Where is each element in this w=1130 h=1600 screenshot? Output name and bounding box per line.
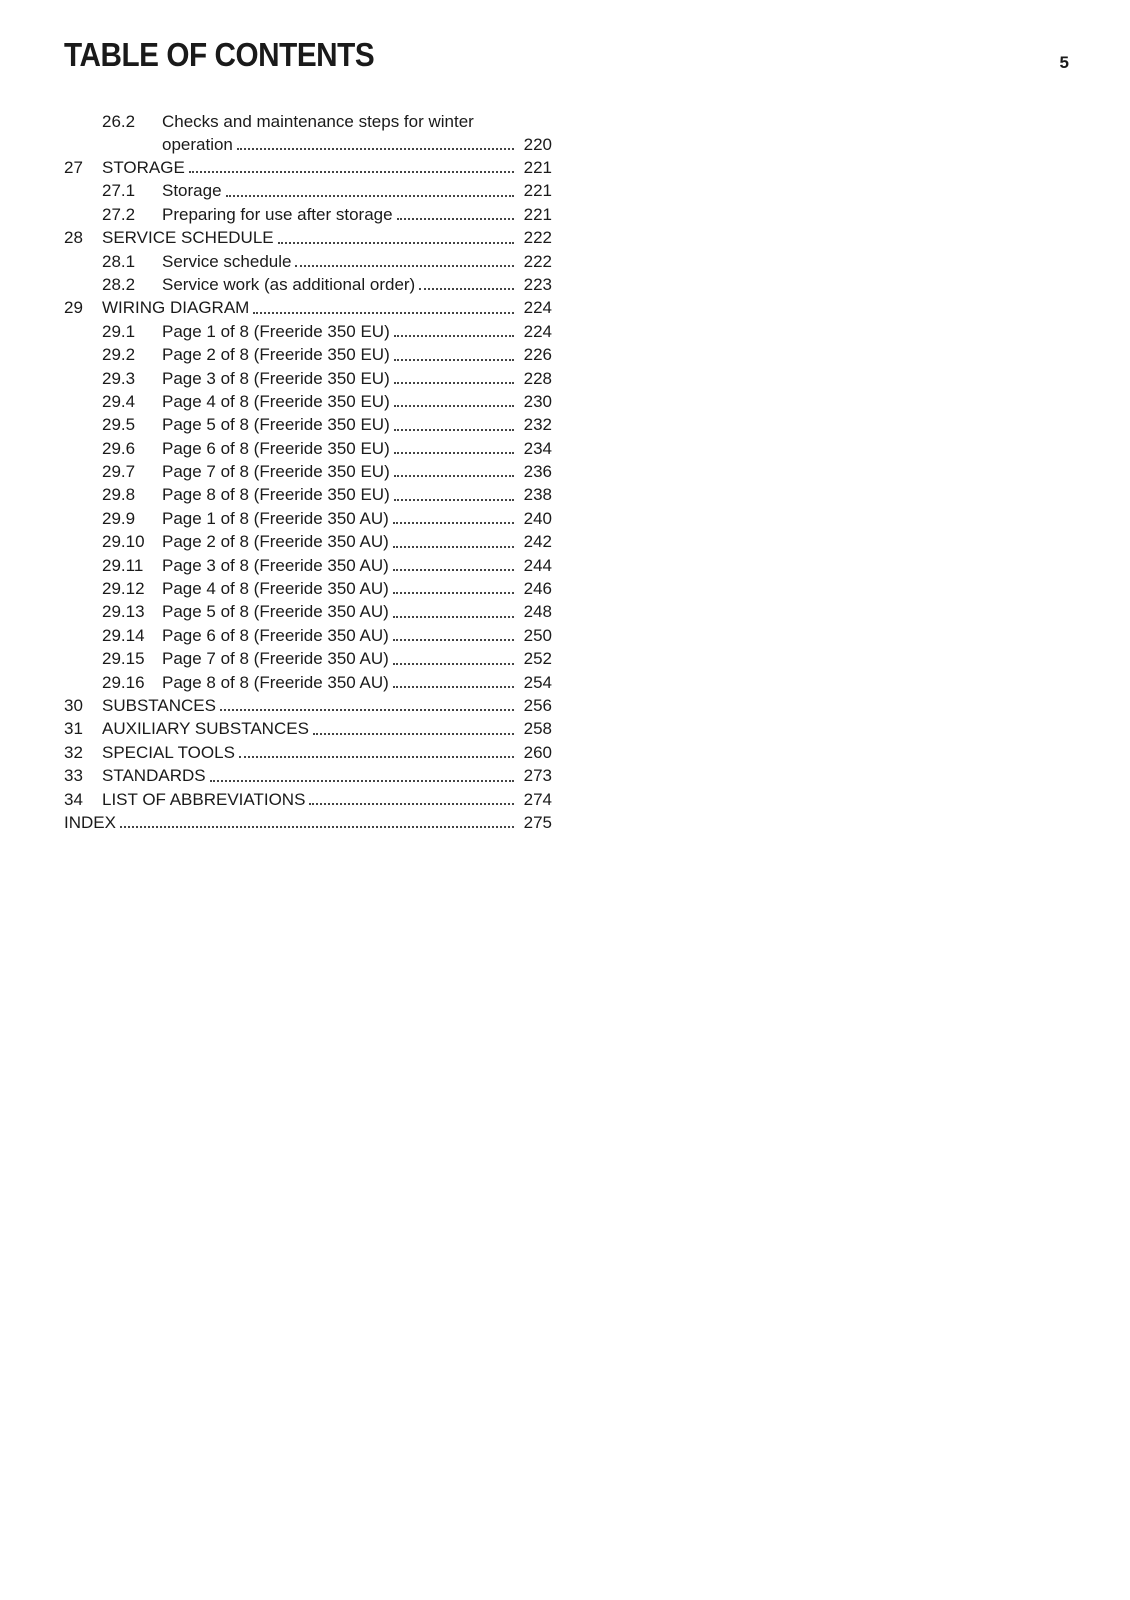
toc-entry-number: 26.2: [102, 112, 136, 131]
dot-leader: [309, 803, 514, 805]
toc-entry[interactable]: [64, 179, 552, 202]
toc-entry[interactable]: [64, 577, 552, 600]
toc-entry-number: 34: [64, 789, 83, 809]
toc-entry[interactable]: [64, 624, 552, 647]
toc-entry-page: 250: [523, 625, 552, 645]
toc-entry-title: Page 4 of 8 (Freeride 350 EU): [162, 390, 392, 413]
toc-entry-page: 275: [523, 812, 552, 832]
toc-entry-line: [162, 600, 552, 623]
toc-entry[interactable]: [64, 250, 552, 273]
toc-entry-number: 29.11: [102, 555, 144, 575]
toc-entry-number: 29.6: [102, 438, 136, 458]
toc-entry-title: Preparing for use after storage: [162, 203, 395, 226]
toc-entry[interactable]: [64, 600, 552, 623]
toc-entry-title: Page 2 of 8 (Freeride 350 AU): [162, 530, 391, 553]
toc-entry[interactable]: [64, 507, 552, 530]
toc-entry-line: [162, 273, 552, 296]
toc-entry-page: 232: [523, 415, 552, 435]
toc-entry-title: operation: [162, 133, 235, 156]
toc-entry[interactable]: [64, 788, 552, 811]
dot-leader: [394, 405, 514, 407]
toc-entry-number: 28.2: [102, 274, 136, 294]
toc-entry[interactable]: [64, 343, 552, 366]
toc-entry[interactable]: [64, 811, 552, 834]
toc-entry-number: 29.8: [102, 485, 136, 505]
toc-entry-title: Storage: [162, 179, 224, 202]
toc-entry-number: 30: [64, 695, 83, 715]
toc-entry-number: 29.10: [102, 532, 145, 552]
toc-entry-line: [102, 156, 552, 179]
dot-leader: [393, 592, 514, 594]
toc-entry-title-line1: Checks and maintenance steps for winter: [162, 112, 474, 131]
toc-entry-line: [162, 530, 552, 553]
toc-entry-title: SUBSTANCES: [102, 694, 218, 717]
toc-entry-page: 221: [523, 181, 552, 201]
dot-leader: [393, 616, 514, 618]
toc-entry[interactable]: [64, 647, 552, 670]
toc-entry-title: Service work (as additional order): [162, 273, 417, 296]
dot-leader: [393, 686, 514, 688]
toc-entry-line: [162, 624, 552, 647]
toc-entry[interactable]: [64, 460, 552, 483]
page-number: 5: [1059, 53, 1069, 72]
toc-entry-number: 27.2: [102, 204, 136, 224]
dot-leader: [394, 335, 514, 337]
toc-entry-title: STANDARDS: [102, 764, 208, 787]
toc-entry-line: [162, 554, 552, 577]
toc-entry-title: Page 7 of 8 (Freeride 350 AU): [162, 647, 391, 670]
toc-entry-title: Page 3 of 8 (Freeride 350 EU): [162, 367, 392, 390]
toc-entry-title: Page 8 of 8 (Freeride 350 EU): [162, 483, 392, 506]
toc-entry-number: 29.14: [102, 625, 145, 645]
toc-entry-title: SERVICE SCHEDULE: [102, 226, 276, 249]
toc-entry-line: [162, 390, 552, 413]
dot-leader: [210, 780, 514, 782]
toc-entry-line: [102, 788, 552, 811]
toc-entry[interactable]: [64, 203, 552, 226]
table-of-contents: [64, 110, 552, 834]
toc-entry[interactable]: [64, 694, 552, 717]
toc-entry-line: [102, 764, 552, 787]
toc-entry-page: 234: [523, 438, 552, 458]
toc-entry-number: 29.7: [102, 462, 136, 482]
toc-entry-page: 273: [523, 766, 552, 786]
dot-leader: [393, 546, 514, 548]
toc-entry-line: [162, 483, 552, 506]
toc-entry-title: Page 3 of 8 (Freeride 350 AU): [162, 554, 391, 577]
toc-entry[interactable]: [64, 296, 552, 319]
toc-entry-number: 28.1: [102, 251, 136, 271]
toc-entry[interactable]: [64, 437, 552, 460]
dot-leader: [397, 218, 514, 220]
toc-entry[interactable]: [64, 483, 552, 506]
toc-entry-page: 252: [523, 649, 552, 669]
toc-entry-line: [102, 226, 552, 249]
toc-entry-line: [64, 811, 552, 834]
toc-entry-title: INDEX: [64, 811, 118, 834]
toc-entry-line: [102, 741, 552, 764]
toc-entry-title: Page 5 of 8 (Freeride 350 EU): [162, 413, 392, 436]
toc-entry-title: Page 4 of 8 (Freeride 350 AU): [162, 577, 391, 600]
toc-entry-number: 29.1: [102, 321, 136, 341]
toc-entry-title: SPECIAL TOOLS: [102, 741, 237, 764]
toc-entry[interactable]: [64, 320, 552, 343]
toc-entry-title: Service schedule: [162, 250, 293, 273]
toc-entry-line: [102, 694, 552, 717]
toc-entry[interactable]: [64, 110, 552, 156]
dot-leader: [226, 195, 514, 197]
toc-entry-line: [162, 577, 552, 600]
toc-entry-number: 29.4: [102, 391, 136, 411]
toc-entry-page: 260: [523, 742, 552, 762]
toc-entry-title: Page 5 of 8 (Freeride 350 AU): [162, 600, 391, 623]
page-title: TABLE OF CONTENTS: [64, 36, 375, 73]
dot-leader: [295, 265, 514, 267]
toc-entry-line: [102, 717, 552, 740]
toc-entry-line: [102, 296, 552, 319]
toc-entry-line: [162, 671, 552, 694]
toc-entry-page: 222: [523, 251, 552, 271]
dot-leader: [253, 312, 514, 314]
toc-entry-number: 29.3: [102, 368, 136, 388]
toc-entry-page: 221: [523, 158, 552, 177]
toc-entry-page: 230: [523, 391, 552, 411]
toc-entry-number: 32: [64, 742, 83, 762]
toc-entry-page: 238: [523, 485, 552, 505]
toc-entry-title: LIST OF ABBREVIATIONS: [102, 788, 307, 811]
toc-entry-line: [162, 367, 552, 390]
toc-entry-page: 226: [523, 345, 552, 365]
dot-leader: [239, 756, 514, 758]
toc-entry-line: [162, 507, 552, 530]
toc-entry-page: 222: [523, 228, 552, 248]
toc-entry-number: 27.1: [102, 181, 136, 201]
dot-leader: [189, 171, 514, 173]
toc-entry-page: 256: [523, 695, 552, 715]
toc-entry[interactable]: [64, 741, 552, 764]
toc-entry-page: 220: [523, 135, 552, 154]
toc-entry-number: 29.13: [102, 602, 145, 622]
toc-entry-page: 258: [523, 719, 552, 739]
toc-entry[interactable]: [64, 413, 552, 436]
toc-entry-page: 236: [523, 462, 552, 482]
toc-entry[interactable]: [64, 530, 552, 553]
dot-leader: [313, 733, 514, 735]
toc-entry-number: 29.9: [102, 508, 136, 528]
toc-entry-page: 274: [523, 789, 552, 809]
toc-entry[interactable]: [64, 717, 552, 740]
toc-entry-number: 29.15: [102, 649, 145, 669]
dot-leader: [278, 242, 514, 244]
toc-entry-page: 228: [523, 368, 552, 388]
dot-leader: [393, 569, 514, 571]
toc-entry-line: [162, 179, 552, 202]
dot-leader: [394, 382, 514, 384]
toc-entry-page: 244: [523, 555, 552, 575]
toc-entry[interactable]: [64, 156, 552, 179]
dot-leader: [394, 359, 514, 361]
dot-leader: [393, 639, 514, 641]
toc-entry-title: STORAGE: [102, 156, 187, 179]
toc-entry-title: Page 6 of 8 (Freeride 350 AU): [162, 624, 391, 647]
toc-entry-page: 242: [523, 532, 552, 552]
toc-entry-line: [162, 203, 552, 226]
dot-leader: [394, 499, 514, 501]
page-header: [64, 36, 1069, 80]
toc-entry-page: 224: [523, 321, 552, 341]
toc-entry-title: WIRING DIAGRAM: [102, 296, 251, 319]
toc-entry-page: 221: [523, 204, 552, 224]
toc-entry-page: 246: [523, 579, 552, 599]
dot-leader: [394, 475, 514, 477]
toc-entry[interactable]: [64, 554, 552, 577]
dot-leader: [220, 709, 514, 711]
dot-leader: [394, 429, 514, 431]
toc-entry-page: 248: [523, 602, 552, 622]
toc-entry-title: Page 7 of 8 (Freeride 350 EU): [162, 460, 392, 483]
toc-entry-title: AUXILIARY SUBSTANCES: [102, 717, 311, 740]
toc-entry-number: 33: [64, 766, 83, 786]
toc-entry-line: [162, 250, 552, 273]
toc-entry-title: Page 8 of 8 (Freeride 350 AU): [162, 671, 391, 694]
toc-entry-line: [162, 437, 552, 460]
dot-leader: [120, 826, 514, 828]
toc-entry-title: Page 1 of 8 (Freeride 350 EU): [162, 320, 392, 343]
toc-entry-line: [162, 320, 552, 343]
dot-leader: [393, 663, 514, 665]
toc-entry-page: 223: [523, 274, 552, 294]
toc-entry-page: 254: [523, 672, 552, 692]
toc-entry-line: [162, 133, 552, 156]
toc-entry-number: 29.5: [102, 415, 136, 435]
toc-entry-line: [162, 460, 552, 483]
toc-entry-number: 31: [64, 719, 83, 739]
toc-entry-page: 240: [523, 508, 552, 528]
toc-entry-number: 27: [64, 158, 83, 177]
toc-entry-number: 29.16: [102, 672, 145, 692]
toc-entry-page: 224: [523, 298, 552, 318]
dot-leader: [419, 288, 514, 290]
toc-entry-line: [162, 413, 552, 436]
toc-entry[interactable]: [64, 226, 552, 249]
toc-entry-number: 29: [64, 298, 83, 318]
toc-entry-number: 28: [64, 228, 83, 248]
toc-entry[interactable]: [64, 671, 552, 694]
toc-entry-line: [162, 647, 552, 670]
toc-entry[interactable]: [64, 390, 552, 413]
toc-entry-number: 29.2: [102, 345, 136, 365]
toc-entry-title: Page 6 of 8 (Freeride 350 EU): [162, 437, 392, 460]
toc-entry[interactable]: [64, 764, 552, 787]
dot-leader: [237, 148, 514, 150]
toc-entry[interactable]: [64, 367, 552, 390]
toc-entry[interactable]: [64, 273, 552, 296]
toc-entry-line: [162, 343, 552, 366]
dot-leader: [393, 522, 514, 524]
toc-entry-title: Page 1 of 8 (Freeride 350 AU): [162, 507, 391, 530]
toc-entry-title: Page 2 of 8 (Freeride 350 EU): [162, 343, 392, 366]
dot-leader: [394, 452, 514, 454]
toc-entry-number: 29.12: [102, 579, 145, 599]
